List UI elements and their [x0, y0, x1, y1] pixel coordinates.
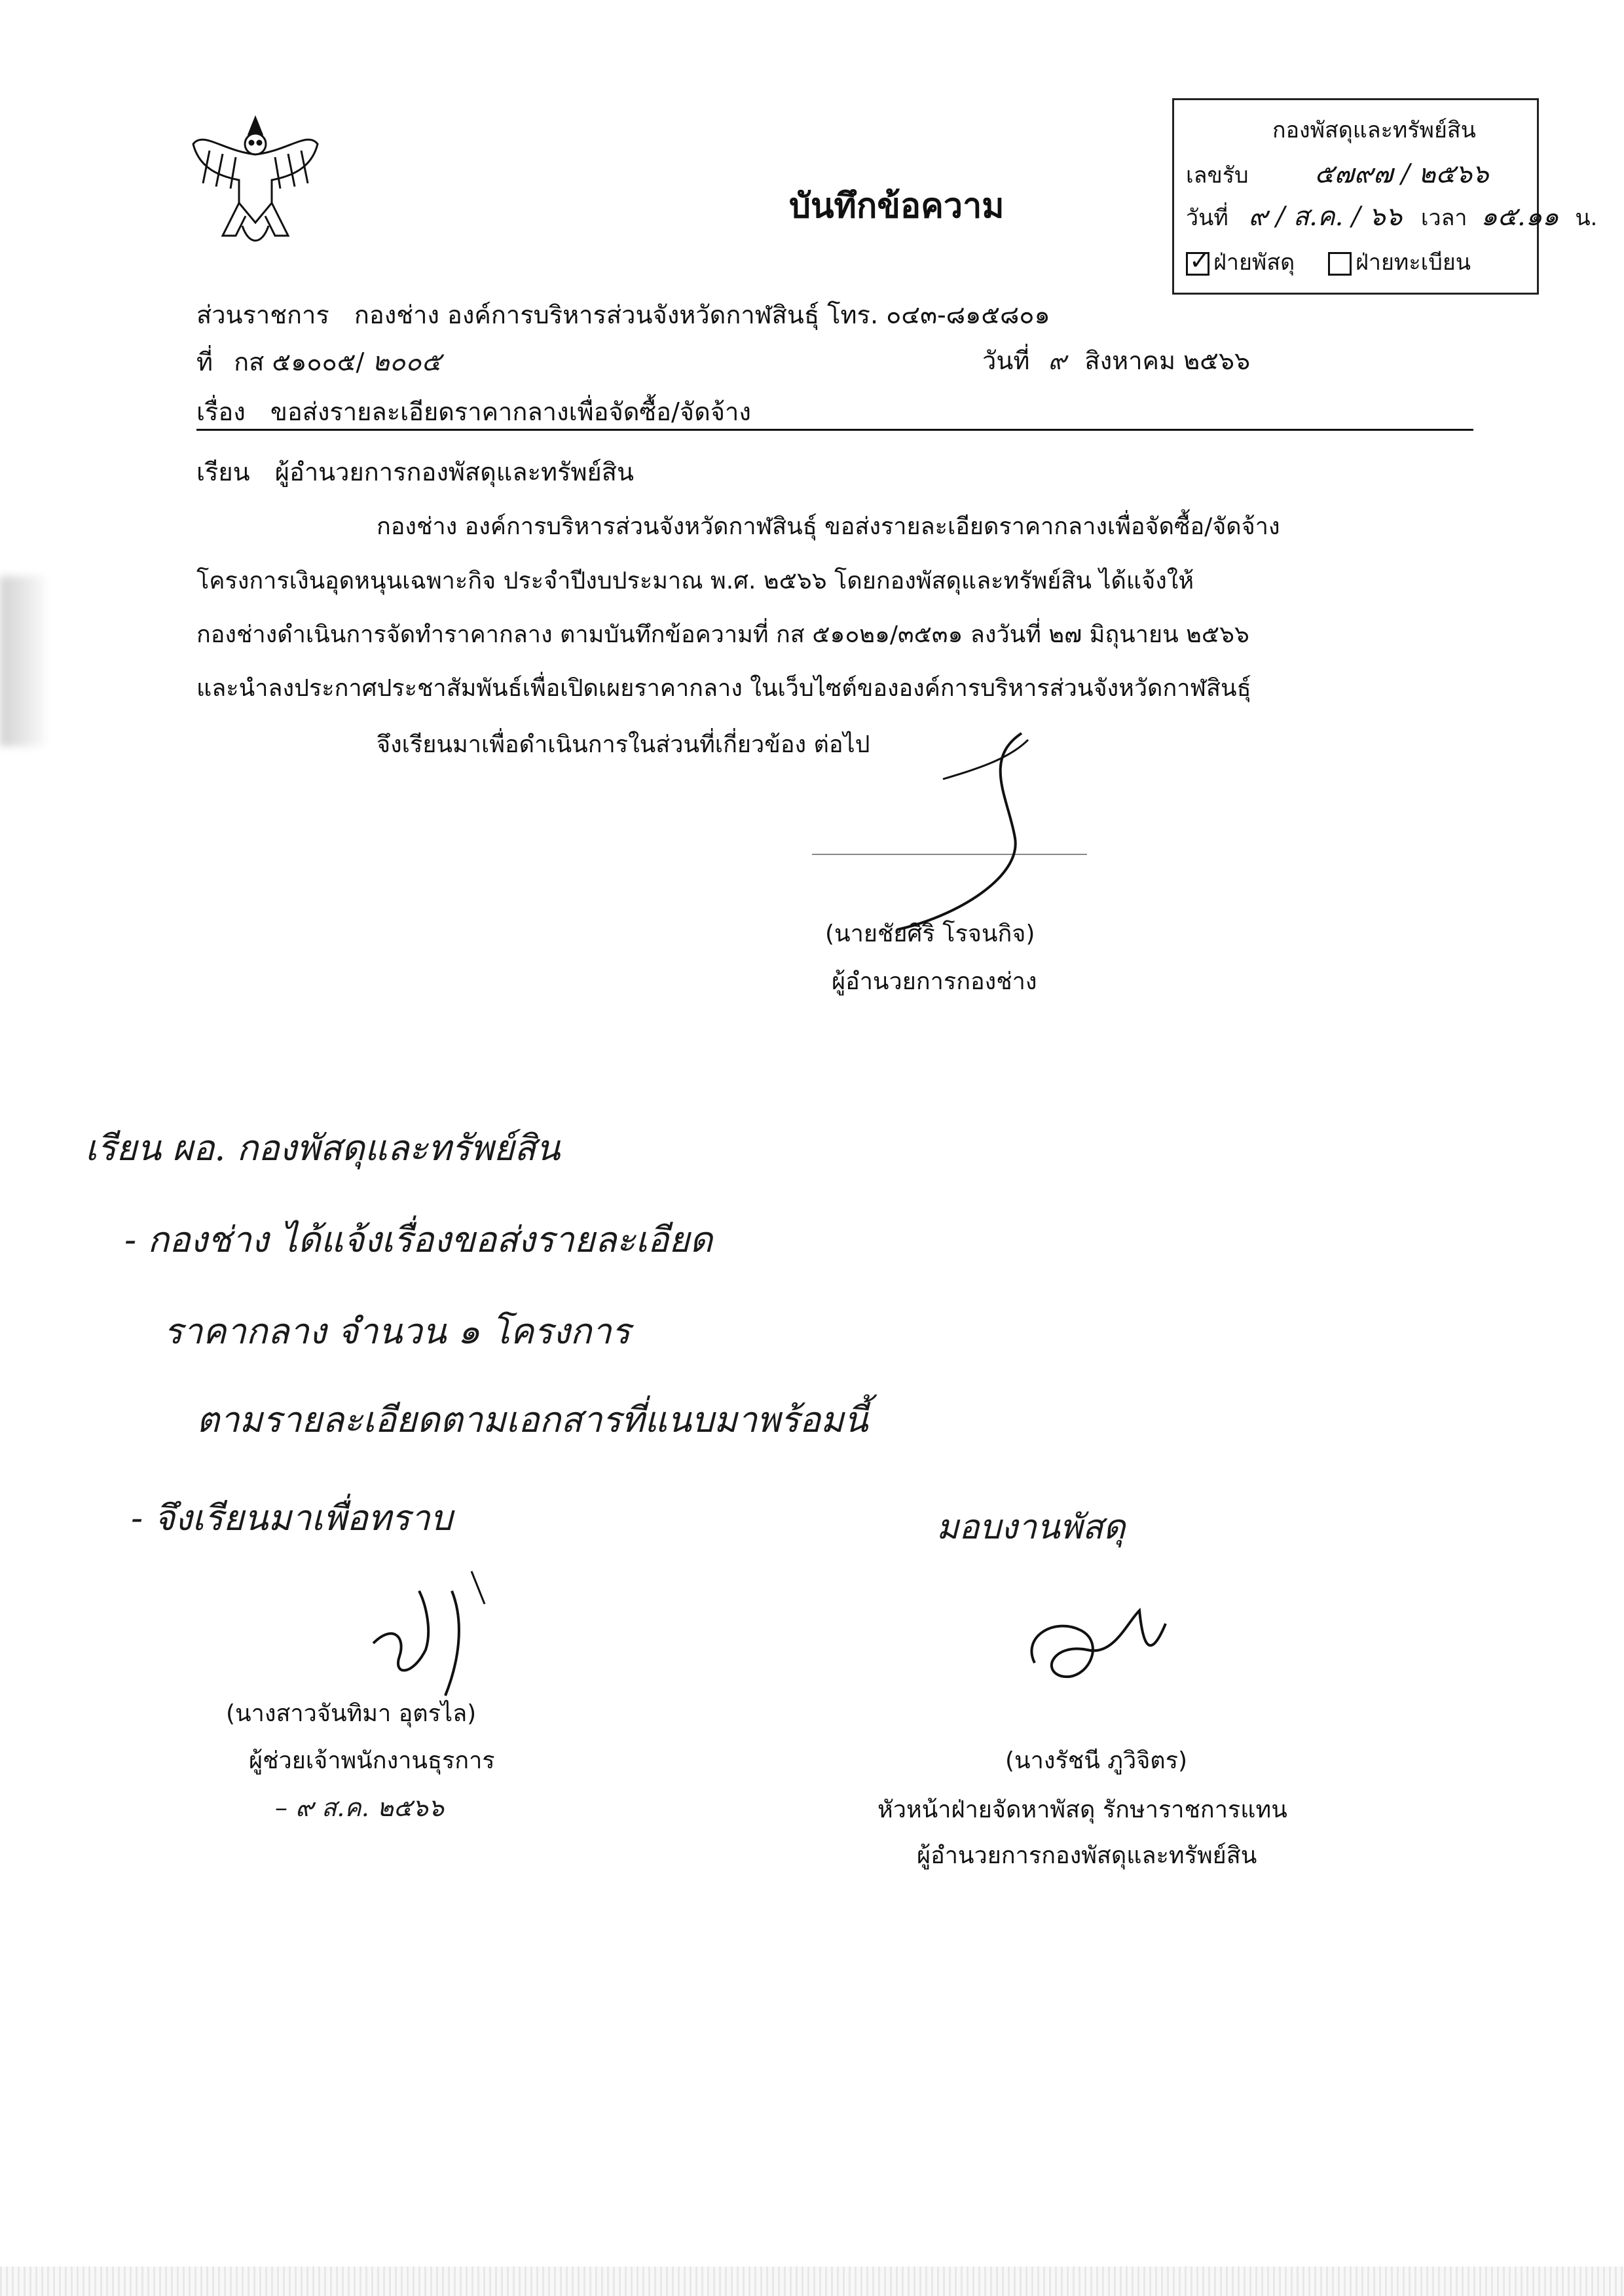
stamp-time-unit: น.: [1575, 205, 1598, 231]
signature-3: [1008, 1584, 1205, 1696]
stamp-receipt-label: เลขรับ: [1186, 162, 1249, 189]
signer2-date: – ๙ ส.ค. ๒๕๖๖: [275, 1793, 444, 1822]
checkbox-checked-icon: [1186, 252, 1209, 276]
signer2-name: (นางสาวจันทิมา อุตรไล): [226, 1700, 477, 1727]
receipt-stamp: [1172, 98, 1598, 295]
body-line-4: และนำลงประกาศประชาสัมพันธ์เพื่อเปิดเผยราคากลาง ในเว็บไซต์ขององค์การบริหารส่วนจังหวัดกาฬสินธุ์: [196, 675, 1251, 702]
signer3-note: มอบงานพัสดุ: [936, 1508, 1126, 1547]
signer1-position: ผู้อำนวยการกองช่าง: [832, 968, 1037, 995]
department-line: [196, 295, 1050, 335]
to-value: ผู้อำนวยการกองพัสดุและทรัพย์สิน: [274, 458, 634, 486]
date-rest: สิงหาคม ๒๕๖๖: [1084, 346, 1251, 375]
to-label: เรียน: [196, 458, 250, 486]
stamp-time-label: เวลา: [1420, 205, 1467, 231]
signer3-position: หัวหน้าฝ่ายจัดหาพัสดุ รักษาราชการแทน: [877, 1796, 1287, 1823]
signature-2: [354, 1565, 524, 1715]
stamp-option-supply: ฝ่ายพัสดุ: [1213, 249, 1295, 276]
body-closing: จึงเรียนมาเพื่อดำเนินการในส่วนที่เกี่ยวข้อง ต่อไป: [377, 731, 870, 758]
signer2-date-text: ๙ ส.ค. ๒๕๖๖: [295, 1793, 444, 1822]
ref-prefix: กส ๕๑๐๐๕/: [234, 348, 365, 376]
body-line-2: โครงการเงินอุดหนุนเฉพาะกิจ ประจำปีงบประมาณ พ.ศ. ๒๕๖๖ โดยกองพัสดุและทรัพย์สิน ได้แจ้งให้: [196, 568, 1194, 594]
to-line: [196, 452, 634, 492]
note-line-2: - กองช่าง ได้แจ้งเรื่องขอส่งรายละเอียด: [124, 1219, 713, 1260]
note-line-4: ตามรายละเอียดตามเอกสารที่แนบมาพร้อมนี้: [196, 1399, 868, 1440]
note-line-1: เรียน ผอ. กองพัสดุและทรัพย์สิน: [85, 1127, 561, 1169]
header-divider: [196, 429, 1473, 431]
date-day: ๙: [1048, 346, 1067, 375]
body-line-1: กองช่าง องค์การบริหารส่วนจังหวัดกาฬสินธุ์ ขอส่งรายละเอียดราคากลางเพื่อจัดซื้อ/จัดจ้าง: [377, 513, 1280, 540]
subject-line: [196, 392, 751, 431]
signer3-position-2: ผู้อำนวยการกองพัสดุและทรัพย์สิน: [917, 1842, 1257, 1869]
garuda-emblem-icon: [183, 105, 327, 255]
stamp-date-label: วันที่: [1186, 205, 1228, 231]
date-label: วันที่: [982, 346, 1030, 375]
ref-label: ที่: [196, 348, 213, 376]
note-line-3: ราคากลาง จำนวน ๑ โครงการ: [164, 1311, 631, 1352]
stamp-title: กองพัสดุและทรัพย์สิน: [1272, 117, 1476, 143]
stamp-option-registry: ฝ่ายทะเบียน: [1356, 249, 1471, 276]
note-line-5: - จึงเรียนมาเพื่อทราบ: [131, 1497, 453, 1539]
memo-title: บันทึกข้อความ: [789, 187, 1005, 226]
stamp-time-value: ๑๕.๑๑: [1481, 202, 1559, 232]
stamp-receipt-no: ๕๗๙๗ / ๒๕๖๖: [1314, 159, 1489, 189]
department-value: กองช่าง องค์การบริหารส่วนจังหวัดกาฬสินธุ์ โทร. ๐๔๓-๘๑๕๘๐๑: [354, 301, 1050, 329]
subject-label: เรื่อง: [196, 397, 246, 426]
checkbox-empty-icon: [1328, 252, 1352, 276]
body-line-3: กองช่างดำเนินการจัดทำราคากลาง ตามบันทึกข้อความที่ กส ๕๑๐๒๑/๓๕๓๑ ลงวันที่ ๒๗ มิถุนายน ๒๕๖๖: [196, 621, 1249, 648]
stamp-date-value: ๙ / ส.ค. / ๖๖: [1248, 202, 1403, 232]
signature-1: [812, 720, 1087, 936]
subject-value: ขอส่งรายละเอียดราคากลางเพื่อจัดซื้อ/จัดจ้าง: [270, 397, 751, 426]
signer2-position: ผู้ช่วยเจ้าพนักงานธุรการ: [249, 1747, 495, 1774]
date-line: [982, 340, 1250, 380]
ref-handwritten: ๒๐๐๕: [372, 347, 441, 377]
department-label: ส่วนราชการ: [196, 301, 329, 329]
ref-line: [196, 340, 441, 382]
signer1-name: (นายชัยศิริ โรจนกิจ): [825, 920, 1035, 947]
signer3-name: (นางรัชนี ภูวิจิตร): [1005, 1747, 1188, 1774]
scan-smudge: [0, 576, 46, 746]
scan-edge: [0, 2267, 1624, 2296]
